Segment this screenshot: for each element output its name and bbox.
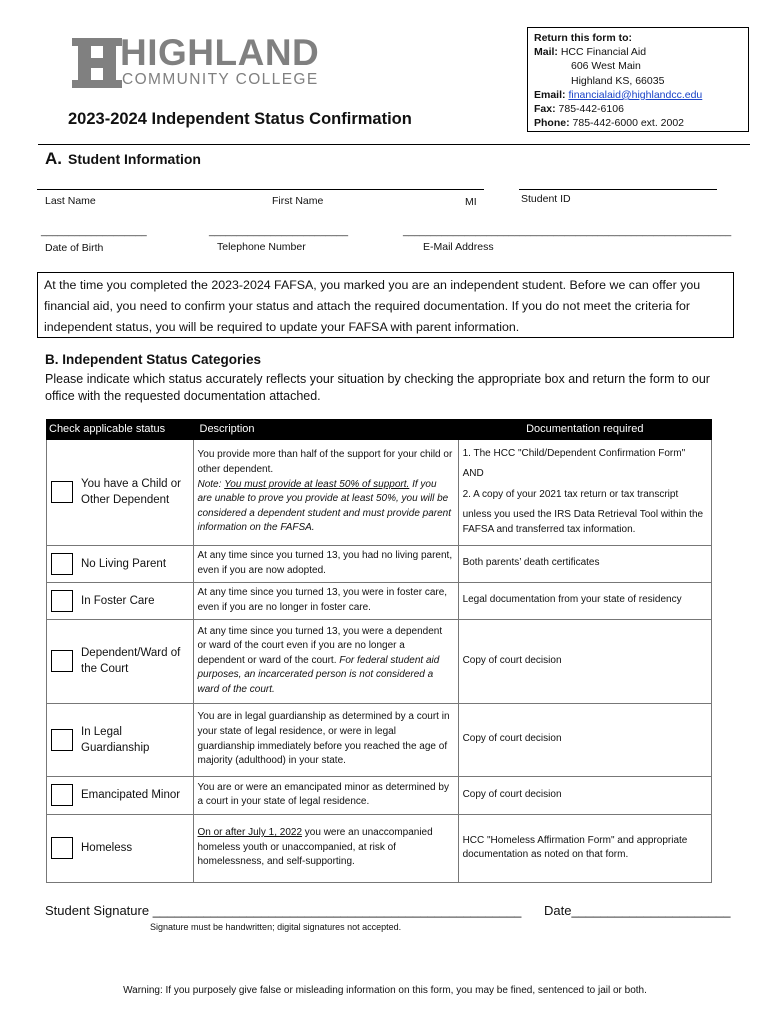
date-field[interactable]: Date______________________ <box>544 903 731 918</box>
dob-field[interactable]: ___________________ <box>41 226 147 237</box>
table-row <box>47 814 712 882</box>
last-name-label: Last Name <box>45 195 96 207</box>
student-id-line[interactable] <box>519 189 717 190</box>
status-label: Dependent/Ward of the Court <box>81 647 181 676</box>
header-status: Check applicable status <box>47 420 194 440</box>
mail-name: HCC Financial Aid <box>560 46 647 59</box>
section-b-title: B. Independent Status Categories <box>45 352 262 367</box>
documentation-cell: Copy of court decision <box>458 776 711 814</box>
table-row <box>47 582 712 619</box>
header-description: Description <box>193 420 458 440</box>
student-id-label: Student ID <box>521 193 571 205</box>
phone-value: 785-442-6000 ext. 2002 <box>572 117 685 130</box>
status-label: You have a Child or Other Dependent <box>81 478 181 507</box>
email-label: E-Mail Address <box>423 241 494 253</box>
email-line <box>534 88 748 102</box>
dob-label: Date of Birth <box>45 242 104 254</box>
status-checkbox-no-living-parent[interactable] <box>51 553 73 575</box>
status-checkbox-legal-guardianship[interactable] <box>51 729 73 751</box>
table-row <box>47 545 712 582</box>
logo-college: COMMUNITY COLLEGE <box>122 71 319 88</box>
documentation-cell: Legal documentation from your state of residency <box>458 582 711 619</box>
section-a-heading <box>45 149 201 169</box>
logo-name: HIGHLAND <box>120 32 320 73</box>
status-checkbox-foster-care[interactable] <box>51 590 73 612</box>
table-row <box>47 439 712 545</box>
header-divider <box>38 144 750 145</box>
mi-label: MI <box>465 196 477 208</box>
description-cell: At any time since you turned 13, you had no living parent, even if you are now adopted. <box>193 545 458 582</box>
header-documentation: Documentation required <box>458 420 711 440</box>
phone-label: Phone: <box>534 117 570 130</box>
mail-street: 606 West Main <box>571 60 641 73</box>
table-row <box>47 703 712 776</box>
status-label: In Legal Guardianship <box>81 725 150 754</box>
student-signature-field[interactable]: Student Signature ___________________________________________________ <box>45 903 522 918</box>
description-cell: You are or were an emancipated minor as determined by a court in your state of legal residence. <box>193 776 458 814</box>
phone-line <box>534 116 748 130</box>
status-checkbox-child-dependent[interactable] <box>51 481 73 503</box>
mail-city: Highland KS, 66035 <box>571 74 665 87</box>
table-header-row <box>47 420 712 440</box>
documentation-cell: HCC "Homeless Affirmation Form" and appropriate documentation as noted on that form. <box>458 814 711 882</box>
status-label: Homeless <box>81 842 133 855</box>
table-row <box>47 776 712 814</box>
signature-note: Signature must be handwritten; digital signatures not accepted. <box>150 922 402 932</box>
mail-line <box>534 45 748 59</box>
status-label: Emancipated Minor <box>81 789 181 802</box>
email-label: Email: <box>534 88 566 101</box>
section-a-letter: A. <box>45 149 62 168</box>
documentation-cell: Copy of court decision <box>458 619 711 703</box>
fax-label: Fax: <box>534 103 556 116</box>
description-cell: You provide more than half of the support for your child or other dependent. Note: You must provide at least 50% of support. If you are unable to prove you provide at least 50%, you will be considered a dependent student and must provide parent information on the FAFSA. <box>193 439 458 545</box>
status-checkbox-ward-of-court[interactable] <box>51 650 73 672</box>
section-b-description: Please indicate which status accurately reflects your situation by checking the appropriate box and return the form to our office with the requested documentation attached. <box>45 372 710 403</box>
documentation-cell: 1. The HCC "Child/Dependent Confirmation Form" AND 2. A copy of your 2021 tax return or tax transcript unless you used the IRS Data Retrieval Tool within the FAFSA and transferred tax information. <box>458 439 711 545</box>
fax-value: 785-442-6106 <box>558 103 624 116</box>
legal-warning: Warning: If you purposely give false or misleading information on this form, you may be fined, sentenced to jail or both. <box>123 985 647 996</box>
description-cell: At any time since you turned 13, you were in foster care, even if you are no longer in foster care. <box>193 582 458 619</box>
independent-notice-box: At the time you completed the 2023-2024 FAFSA, you marked you are an independent student. Before we can offer you financial aid, you need to confirm your status and attach the required documentation. If you do not meet the criteria for independent status, you will be required to update your FAFSA with parent information. <box>37 272 734 338</box>
fax-line <box>534 102 748 116</box>
email-field[interactable]: ___________________________________________________________ <box>403 226 732 237</box>
description-cell: At any time since you turned 13, you were a dependent or ward of the court even if you are no longer a dependent or ward of the court. For federal student aid purposes, an incarcerated person is not considered a ward of the court. <box>193 619 458 703</box>
mail-label: Mail: <box>534 46 558 59</box>
telephone-field[interactable]: _________________________ <box>209 226 349 237</box>
description-cell: You are in legal guardianship as determined by a court in your state of legal residence, or were in legal guardianship immediately before you reached the age of majority (adulthood) in your state. <box>193 703 458 776</box>
name-line[interactable] <box>37 189 484 190</box>
status-label: No Living Parent <box>81 557 167 570</box>
status-table <box>46 419 712 883</box>
table-row <box>47 619 712 703</box>
first-name-label: First Name <box>272 195 324 207</box>
telephone-label: Telephone Number <box>217 241 306 253</box>
documentation-cell: Copy of court decision <box>458 703 711 776</box>
email-link[interactable]: financialaid@highlandcc.edu <box>568 88 703 101</box>
status-checkbox-homeless[interactable] <box>51 837 73 859</box>
form-title: 2023-2024 Independent Status Confirmation <box>68 110 412 128</box>
status-checkbox-emancipated-minor[interactable] <box>51 784 73 806</box>
return-heading: Return this form to: <box>534 32 632 44</box>
documentation-cell: Both parents’ death certificates <box>458 545 711 582</box>
status-label: In Foster Care <box>81 594 155 607</box>
college-logo <box>72 32 342 94</box>
h-logo-icon <box>72 38 122 88</box>
return-info-box <box>527 27 749 132</box>
description-cell: On or after July 1, 2022 you were an unaccompanied homeless youth or unaccompanied, at risk of homelessness, and self-supporting. <box>193 814 458 882</box>
section-a-title: Student Information <box>68 151 201 167</box>
